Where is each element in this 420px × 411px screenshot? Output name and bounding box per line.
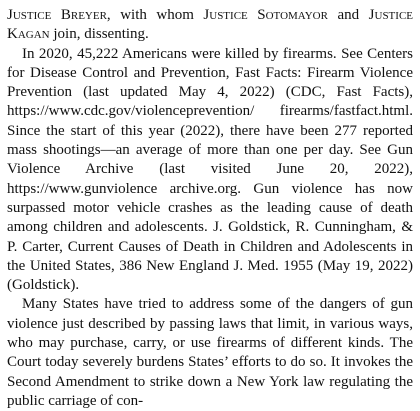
heading-connector: , with whom	[106, 7, 204, 23]
joiner-name: Justice Kagan	[7, 7, 413, 43]
paragraph-state-regulation: Many States have tried to address some of the dangers of gun violence just described by passing laws that limit, in various ways, who may purchase, carry, or use firearms of different kinds. The Court today severely burdens States’ efforts to do so. It invokes the Second Amendment to strike down a New York law regulating the public carriage of con-	[7, 296, 413, 409]
heading-connector: and	[327, 7, 369, 23]
paragraph-firearm-statistics: In 2020, 45,222 Americans were killed by firearms. See Centers for Disease Control and Prevention, Fast Facts: Firearm Violence Prevention (last updated May 4, 2022) (CDC, Fast Facts), https://www.cdc.gov/violenceprevention/ firearms/fastfact.html. Since the start of this year (2022), there have been 277 reported mass shootings—an average of more than one per day. See Gun Violence Archive (last visited June 20, 2022), https://www.gunviolence archive.org. Gun violence has now surpassed motor vehicle crashes as the leading cause of death among children and adolescents. J. Goldstick, R. Cunningham, & P. Carter, Current Causes of Death in Children and Adolescents in the United States, 386 New England J. Med. 1955 (May 19, 2022) (Goldstick).	[7, 45, 413, 294]
heading-ending: join, dissenting.	[49, 26, 149, 43]
author-name: Justice Breyer	[7, 7, 107, 23]
dissent-heading	[7, 6, 413, 45]
joiner-name: Justice Sotomayor	[203, 7, 328, 23]
opinion-page	[7, 6, 413, 411]
